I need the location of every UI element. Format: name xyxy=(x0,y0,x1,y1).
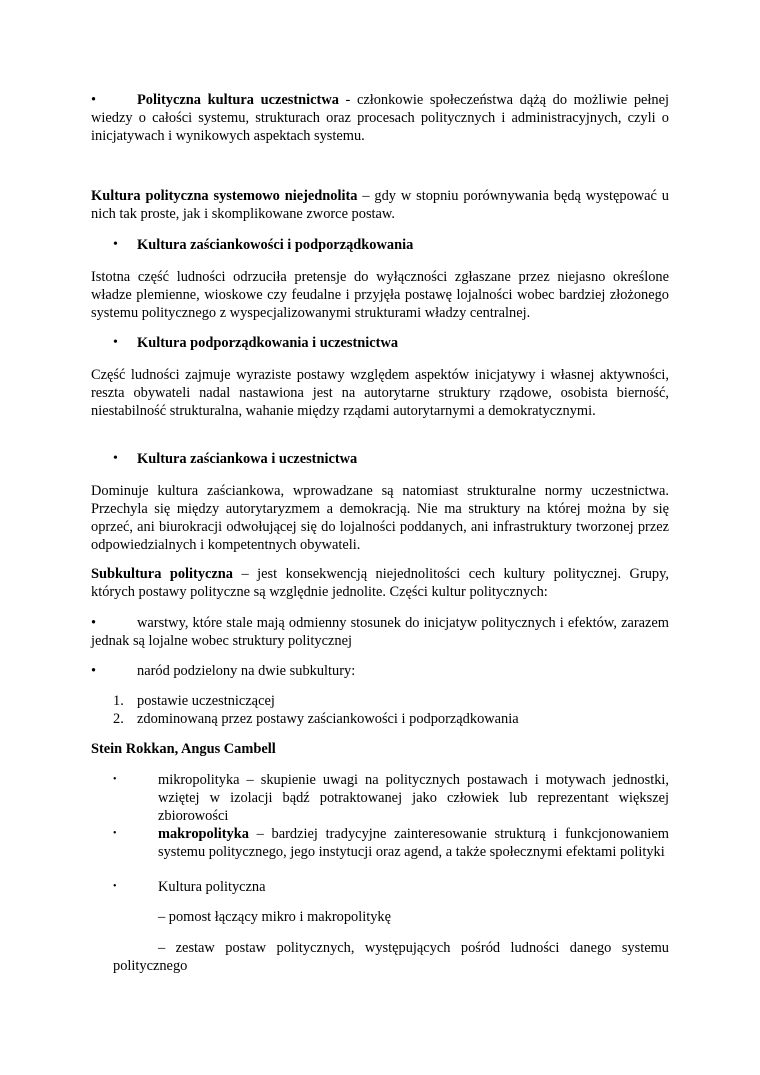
bullet: • xyxy=(113,828,117,839)
bullet: • xyxy=(113,237,118,252)
heading-label: Kultura zaściankowa i uczestnictwa xyxy=(137,451,358,467)
paragraph-parochial-participant: Dominuje kultura zaściankowa, wprowadzane są natomiast strukturalne normy uczestnictwa. Przechyla się między autorytaryzmem a demokracją. Nie ma struktury na której można by się oprzeć, ani biurokracji odwołującej się do lojalności poddanych, ani infrastruktury tworzonej przez odpowiedzialnych i kompetentnych obywateli. xyxy=(91,483,669,553)
term-title: Subkultura polityczna xyxy=(91,566,234,582)
term-text: – jest konsekwencją niejednolitości cech kultury politycznej. Grupy, których postawy polityczne są względnie jednolite. Części kultur politycznych: xyxy=(91,566,669,600)
term-text: – gdy w stopniu porównywania będą występować u nich tak proste, jak i skomplikowane zworce postaw. xyxy=(91,188,669,222)
paragraph-subculture xyxy=(91,565,669,601)
bullet: • xyxy=(113,335,118,350)
list-number: 1. xyxy=(113,693,124,709)
list-item-text: zdominowaną przez postawy zaściankowości i podporządkowania xyxy=(137,711,519,727)
term-text: - członkowie społeczeństwa dążą do możliwie pełnej wiedzy o całości systemu, strukturach oraz procesach politycznych i administracyjnych, czyli o inicjatywach i wynikowych aspektach systemu. xyxy=(91,92,669,144)
heading-label: Kultura zaściankowości i podporządkowania xyxy=(137,237,414,253)
bullet: • xyxy=(91,663,97,679)
authors-heading: Stein Rokkan, Angus Cambell xyxy=(91,741,276,757)
dash-item-attitudes: – zestaw postaw politycznych, występujących pośród ludności danego systemu politycznego xyxy=(113,940,669,974)
list-item-text: warstwy, które stale mają odmienny stosunek do inicjatyw politycznych i efektów, zarazem jednak są lojalne wobec struktury politycznej xyxy=(91,615,669,649)
list-number: 2. xyxy=(113,711,124,727)
list-item-text: Kultura polityczna xyxy=(158,879,266,895)
bullet: • xyxy=(91,615,97,631)
paragraph-parochial-subject: Istotna część ludności odrzuciła pretensje do wyłączności zgłaszane przez niejasno określone władze plemienne, wioskowe czy feudalne i przyjęła postawę lojalności wobec bardziej złożonego systemu politycznego z wyspecjalizowanymi strukturami władzy centralnej. xyxy=(91,269,669,321)
paragraph-subject-participant: Część ludności zajmuje wyraziste postawy względem aspektów inicjatywy i własnej aktywności, reszta obywateli nadal nastawiona jest na autorytarne struktury rządowe, osobista bierność, niestabilność strukturalna, wahanie między rządami autorytarnymi a demokratycznymi. xyxy=(91,367,669,419)
heading-label: Kultura podporządkowania i uczestnictwa xyxy=(137,335,399,351)
term-title: Polityczna kultura uczestnictwa xyxy=(137,92,339,108)
list-item-text: postawie uczestniczącej xyxy=(137,693,275,709)
term-title: makropolityka xyxy=(158,826,249,842)
bullet: • xyxy=(113,881,117,892)
paragraph-participant-culture xyxy=(91,91,669,145)
list-item-text: naród podzielony na dwie subkultury: xyxy=(137,663,356,679)
list-item-strata xyxy=(91,614,669,650)
term-text: – bardziej tradycyjne zainteresowanie strukturą i funkcjonowaniem systemu politycznego, jego instytucji oraz agend, a także społecznymi efektami polityki xyxy=(158,826,669,860)
list-item-text: mikropolityka – skupienie uwagi na politycznych postawach i motywach jednostki, wziętej w izolacji bądź potraktowanej jako człowiek lub reprezentant większej zbiorowości xyxy=(158,772,669,824)
term-title: Kultura polityczna systemowo niejednolita xyxy=(91,188,358,204)
bullet: • xyxy=(113,774,117,785)
paragraph-nonuniform-culture xyxy=(91,187,669,223)
bullet: • xyxy=(91,92,97,108)
bullet: • xyxy=(113,451,118,466)
